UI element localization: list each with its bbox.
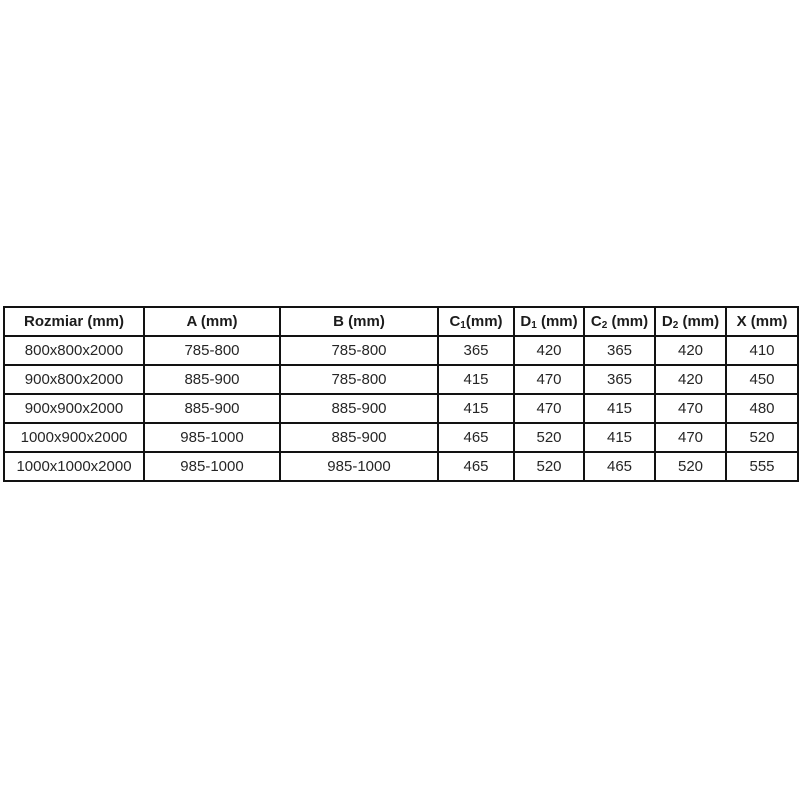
table-cell: 785-800 (280, 336, 438, 365)
table-cell: 985-1000 (144, 423, 280, 452)
header-text: (mm) (536, 313, 578, 330)
table-cell: 420 (655, 336, 726, 365)
table-cell: 415 (438, 394, 514, 423)
table-cell: 885-900 (280, 423, 438, 452)
table-cell: 470 (514, 365, 584, 394)
table-row (4, 394, 798, 423)
table-body (4, 336, 798, 481)
table-cell: 465 (438, 452, 514, 481)
table-cell: 785-800 (280, 365, 438, 394)
table-cell: 420 (514, 336, 584, 365)
table-cell: 365 (438, 336, 514, 365)
header-text: C (449, 313, 461, 330)
header-text: (mm) (678, 313, 720, 330)
header-subscript: 1 (531, 320, 537, 331)
table-cell: 985-1000 (144, 452, 280, 481)
table-cell: 470 (655, 394, 726, 423)
header-text: Rozmiar (mm) (23, 313, 124, 330)
table-cell: 885-900 (144, 394, 280, 423)
column-header (144, 307, 280, 336)
header-text: (mm) (465, 313, 503, 330)
table-row (4, 365, 798, 394)
table-cell: 900x800x2000 (4, 365, 144, 394)
column-header (438, 307, 514, 336)
column-header (4, 307, 144, 336)
table-cell: 520 (655, 452, 726, 481)
table-cell: 900x900x2000 (4, 394, 144, 423)
size-table-wrapper (3, 306, 797, 482)
table-cell: 520 (514, 452, 584, 481)
header-subscript: 2 (601, 320, 608, 331)
table-cell: 520 (726, 423, 798, 452)
column-header (655, 307, 726, 336)
table-cell: 465 (584, 452, 655, 481)
table-cell: 465 (438, 423, 514, 452)
table-cell: 480 (726, 394, 798, 423)
table-cell: 555 (726, 452, 798, 481)
header-text: A (mm) (186, 313, 238, 330)
table-cell: 985-1000 (280, 452, 438, 481)
size-table (3, 306, 799, 482)
table-row (4, 452, 798, 481)
table-cell: 885-900 (280, 394, 438, 423)
table-cell: 785-800 (144, 336, 280, 365)
header-text: X (mm) (736, 313, 788, 330)
table-cell: 450 (726, 365, 798, 394)
header-subscript: 2 (672, 320, 679, 331)
table-cell: 1000x1000x2000 (4, 452, 144, 481)
column-header (584, 307, 655, 336)
table-cell: 365 (584, 365, 655, 394)
table-cell: 885-900 (144, 365, 280, 394)
table-cell: 520 (514, 423, 584, 452)
table-cell: 470 (514, 394, 584, 423)
header-text: D (661, 313, 673, 330)
table-cell: 415 (584, 394, 655, 423)
table-row (4, 423, 798, 452)
table-cell: 470 (655, 423, 726, 452)
header-text: C (590, 313, 602, 330)
table-cell: 1000x900x2000 (4, 423, 144, 452)
column-header (514, 307, 584, 336)
table-cell: 410 (726, 336, 798, 365)
column-header (726, 307, 798, 336)
table-cell: 365 (584, 336, 655, 365)
header-subscript: 1 (460, 320, 466, 331)
header-text: B (mm) (333, 313, 385, 330)
header-text: (mm) (607, 313, 649, 330)
header-text: D (520, 313, 532, 330)
table-cell: 415 (584, 423, 655, 452)
column-header (280, 307, 438, 336)
table-cell: 415 (438, 365, 514, 394)
table-row (4, 336, 798, 365)
table-cell: 800x800x2000 (4, 336, 144, 365)
header-row (4, 307, 798, 336)
table-cell: 420 (655, 365, 726, 394)
